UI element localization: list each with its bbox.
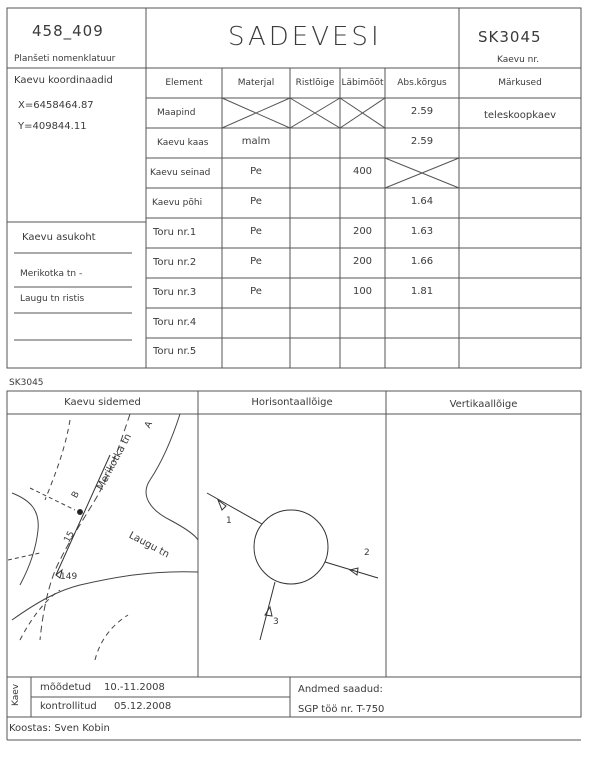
- row-element: Toru nr.4: [153, 317, 197, 328]
- surveyed-date: 10.-11.2008: [104, 682, 165, 693]
- well-id: SK3045: [478, 28, 542, 46]
- street-label-laugu: Laugu tn: [126, 530, 172, 561]
- footer-side-label: Kaev: [11, 683, 21, 706]
- checked-date: 05.12.2008: [114, 701, 172, 712]
- row-element: Kaevu seinad: [150, 168, 211, 178]
- row-material: malm: [241, 136, 271, 147]
- location-line2: Laugu tn ristis: [20, 294, 85, 304]
- row-elevation: 2.59: [410, 106, 434, 117]
- row-element: Kaevu kaas: [157, 138, 209, 148]
- header-diameter: Läbimõõt: [341, 78, 384, 88]
- row-elevation: 1.63: [410, 226, 434, 237]
- row-element: Maapind: [157, 108, 196, 118]
- plan-pipe-3-label: 3: [273, 617, 279, 627]
- map-label-small: 15: [62, 529, 77, 545]
- row-material: Pe: [250, 196, 262, 207]
- header-notes: Märkused: [498, 78, 542, 88]
- header-material: Materjal: [237, 78, 275, 88]
- panel-horizontal-title: Horisontaallõige: [251, 397, 333, 408]
- coordinates-caption: Kaevu koordinaadid: [14, 75, 113, 86]
- header-elevation: Abs.kõrgus: [397, 78, 447, 88]
- data-source-value: SGP töö nr. T-750: [298, 704, 385, 715]
- row-diameter: 100: [352, 286, 373, 297]
- plan-pipe-2-label: 2: [364, 548, 370, 558]
- coordinate-y: Y=409844.11: [18, 121, 87, 132]
- checked-label: kontrollitud: [40, 701, 97, 712]
- sheet-caption: Planšeti nomenklatuur: [14, 54, 116, 64]
- coordinate-x: X=6458464.87: [18, 100, 94, 111]
- location-line1: Merikotka tn -: [20, 269, 83, 279]
- location-caption: Kaevu asukoht: [22, 232, 96, 243]
- row-element: Kaevu põhi: [152, 198, 203, 208]
- panel-connections-title: Kaevu sidemed: [64, 397, 141, 408]
- row-element: Toru nr.1: [153, 227, 197, 238]
- map-label-a: A: [143, 419, 155, 431]
- row-notes: teleskoopkaev: [483, 110, 557, 121]
- data-source-label: Andmed saadud:: [298, 684, 383, 695]
- page-title: SADEVESI: [228, 22, 382, 52]
- map-label-b: B: [70, 489, 82, 501]
- row-diameter: 200: [352, 256, 373, 267]
- sheet-number: 458_409: [32, 22, 104, 40]
- header-cross-section: Ristlõige: [295, 78, 335, 88]
- plan-pipe-1-label: 1: [226, 516, 232, 526]
- row-material: Pe: [250, 286, 262, 297]
- row-material: Pe: [250, 226, 262, 237]
- author: Koostas: Sven Kobin: [9, 723, 110, 734]
- row-elevation: 1.64: [410, 196, 434, 207]
- row-material: Pe: [250, 166, 262, 177]
- well-id-caption: Kaevu nr.: [497, 55, 540, 65]
- row-material: Pe: [250, 256, 262, 267]
- header-element: Element: [165, 78, 203, 88]
- row-element: Toru nr.5: [153, 346, 197, 357]
- row-element: Toru nr.3: [153, 287, 197, 298]
- row-diameter: 400: [352, 166, 373, 177]
- map-pipe-label: 149: [60, 572, 78, 582]
- row-elevation: 1.81: [410, 286, 434, 297]
- row-element: Toru nr.2: [153, 257, 197, 268]
- street-label-merikotka: Merikotka tn: [95, 431, 134, 493]
- row-diameter: 200: [352, 226, 373, 237]
- drawing-label: SK3045: [9, 378, 44, 388]
- row-elevation: 2.59: [410, 136, 434, 147]
- surveyed-label: mõõdetud: [40, 682, 92, 693]
- panel-vertical-title: Vertikaallõige: [449, 399, 518, 410]
- row-elevation: 1.66: [410, 256, 434, 267]
